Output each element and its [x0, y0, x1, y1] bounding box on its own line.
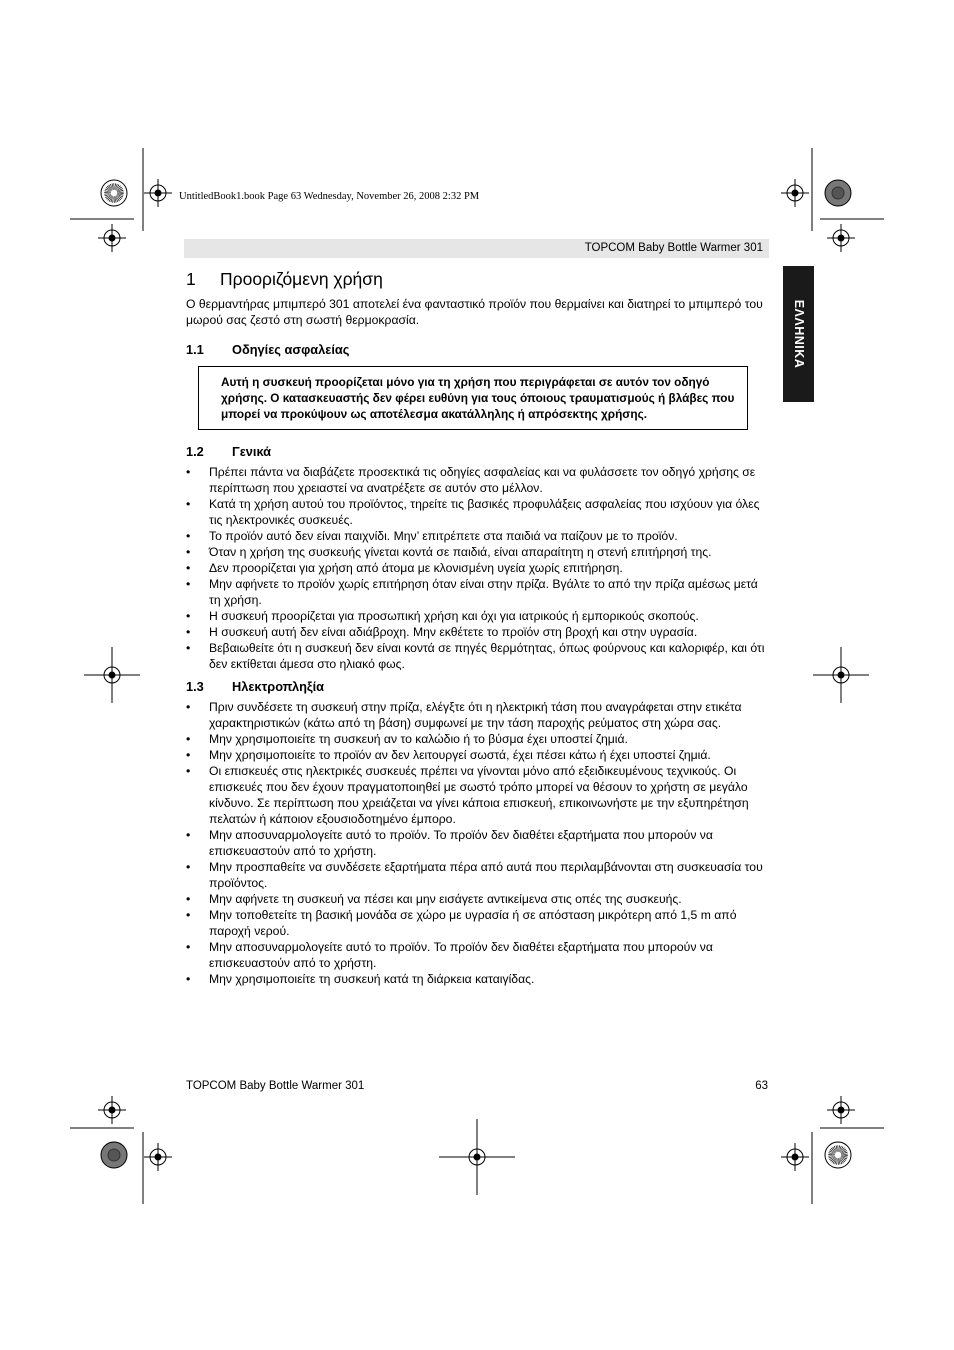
list-item: • Μην χρησιμοποιείτε το προϊόν αν δεν λειτουργεί σωστά, έχει πέσει κάτω ή έχει υποστεί ζημιά.: [186, 747, 768, 763]
list-item: • Μην αποσυναρμολογείτε αυτό το προϊόν. Το προϊόν δεν διαθέτει εξαρτήματα που μπορούν να επισκευαστούν από το χρήστη.: [186, 827, 768, 859]
list-item: • Το προϊόν αυτό δεν είναι παιχνίδι. Μην’ επιτρέπετε στα παιδιά να παίζουν με το προϊόν.: [186, 528, 768, 544]
section-1-heading: [186, 266, 768, 293]
list-item: • Μην χρησιμοποιείτε τη συσκευή αν το καλώδιο ή το βύσμα έχει υποστεί ζημιά.: [186, 731, 768, 747]
section-title: Προοριζόμενη χρήση: [220, 269, 383, 289]
list-item: • Μην προσπαθείτε να συνδέσετε εξαρτήματα πέρα από αυτά που περιλαμβάνονται στη συσκευασία του προϊόντος.: [186, 859, 768, 891]
section-1-1-heading: [186, 342, 768, 358]
list-item: • Η συσκευή προορίζεται για προσωπική χρήση και όχι για ιατρικούς ή εμπορικούς σκοπούς.: [186, 608, 768, 624]
page-content: [186, 266, 768, 987]
header-bar: [184, 239, 769, 258]
section-number: 1.1: [186, 342, 204, 357]
list-item: • Μην χρησιμοποιείτε τη συσκευή κατά τη διάρκεια καταιγίδας.: [186, 971, 768, 987]
section-number: 1.3: [186, 679, 204, 694]
intro-paragraph: Ο θερμαντήρας μπιμπερό 301 αποτελεί ένα φανταστικό προϊόν που θερμαίνει και διατηρεί το μπιμπερό του μωρού σας ζεστό στη σωστή θερμοκρασία.: [186, 297, 763, 327]
list-item: • Μην τοποθετείτε τη βασική μονάδα σε χώρο με υγρασία ή σε απόσταση μικρότερη από 1,5 m από παροχή νερού.: [186, 907, 768, 939]
section-1-2-heading: [186, 444, 768, 460]
section-number: 1.2: [186, 444, 204, 459]
list-item: • Κατά τη χρήση αυτού του προϊόντος, τηρείτε τις βασικές προφυλάξεις ασφαλείας που ισχύουν για όλες τις ηλεκτρονικές συσκευές.: [186, 496, 768, 528]
page-number: 63: [755, 1080, 768, 1092]
section-title: Οδηγίες ασφαλείας: [232, 342, 350, 357]
section-title: Ηλεκτροπληξία: [232, 679, 325, 694]
language-tab-label: ΕΛΛΗΝΙΚΑ: [791, 299, 806, 369]
safety-warning-box: Αυτή η συσκευή προορίζεται μόνο για τη χρήση που περιγράφεται σε αυτόν τον οδηγό χρήσης. Ο κατασκευαστής δεν φέρει ευθύνη για τους όποιους τραυματισμούς ή βλάβες που μπορεί να προκύψουν ως αποτέλεσμα ακατάλληλης ή απρόσεκτης χρήσης.: [198, 366, 748, 430]
list-item: • Οι επισκευές στις ηλεκτρικές συσκευές πρέπει να γίνονται μόνο από εξειδικευμένους τεχνικούς. Οι επισκευές που δεν έχουν πραγματοποιηθεί με σωστό τρόπο μπορεί να θέσουν το χρήστη σε μεγάλο κίνδυνο. Σε περίπτωση που χρειάζεται να γίνει κάποια επισκευή, επικοινωνήστε με την εξυπηρέτηση πελατών ή κάποιον εξουσιοδοτημένο έμπορο.: [186, 763, 768, 827]
section-title: Γενικά: [232, 444, 272, 459]
list-item: • Πρέπει πάντα να διαβάζετε προσεκτικά τις οδηγίες ασφαλείας και να φυλάσσετε τον οδηγό χρήσης σε περίπτωση που χρειαστεί να ανατρέξετε σε αυτόν στο μέλλον.: [186, 464, 768, 496]
list-item: • Η συσκευή αυτή δεν είναι αδιάβροχη. Μην εκθέτετε το προϊόν στη βροχή και στην υγρασία.: [186, 624, 768, 640]
general-list: [186, 464, 768, 672]
footer-product: TOPCOM Baby Bottle Warmer 301: [186, 1080, 365, 1092]
section-1-3-heading: [186, 679, 768, 695]
list-item: • Μην αφήνετε το προϊόν χωρίς επιτήρηση όταν είναι στην πρίζα. Βγάλτε το από την πρίζα αμέσως μετά τη χρήση.: [186, 576, 768, 608]
list-item: • Πριν συνδέσετε τη συσκευή στην πρίζα, ελέγξτε ότι η ηλεκτρική τάση που αναγράφεται στην ετικέτα χαρακτηριστικών (κάτω από τη βάση) συμφωνεί με την τάση παροχής ρεύματος στη χώρα σας.: [186, 699, 768, 731]
list-item: • Δεν προορίζεται για χρήση από άτομα με κλονισμένη υγεία χωρίς επιτήρηση.: [186, 560, 768, 576]
print-info: UntitledBook1.book Page 63 Wednesday, November 26, 2008 2:32 PM: [179, 191, 480, 202]
list-item: • Μην αποσυναρμολογείτε αυτό το προϊόν. Το προϊόν δεν διαθέτει εξαρτήματα που μπορούν να επισκευαστούν από το χρήστη.: [186, 939, 768, 971]
list-item: • Βεβαιωθείτε ότι η συσκευή δεν είναι κοντά σε πηγές θερμότητας, όπως φούρνους και καλοριφέρ, και ότι δεν εκτίθεται άμεσα στο ηλιακό φως.: [186, 640, 768, 672]
section-number: 1: [186, 269, 196, 289]
list-item: • Μην αφήνετε τη συσκευή να πέσει και μην εισάγετε αντικείμενα στις οπές της συσκευής.: [186, 891, 768, 907]
language-tab: [783, 266, 814, 402]
list-item: • Όταν η χρήση της συσκευής γίνεται κοντά σε παιδιά, είναι απαραίτητη η στενή επιτήρησή της.: [186, 544, 768, 560]
header-product: TOPCOM Baby Bottle Warmer 301: [584, 242, 763, 254]
electric-shock-list: [186, 699, 768, 987]
